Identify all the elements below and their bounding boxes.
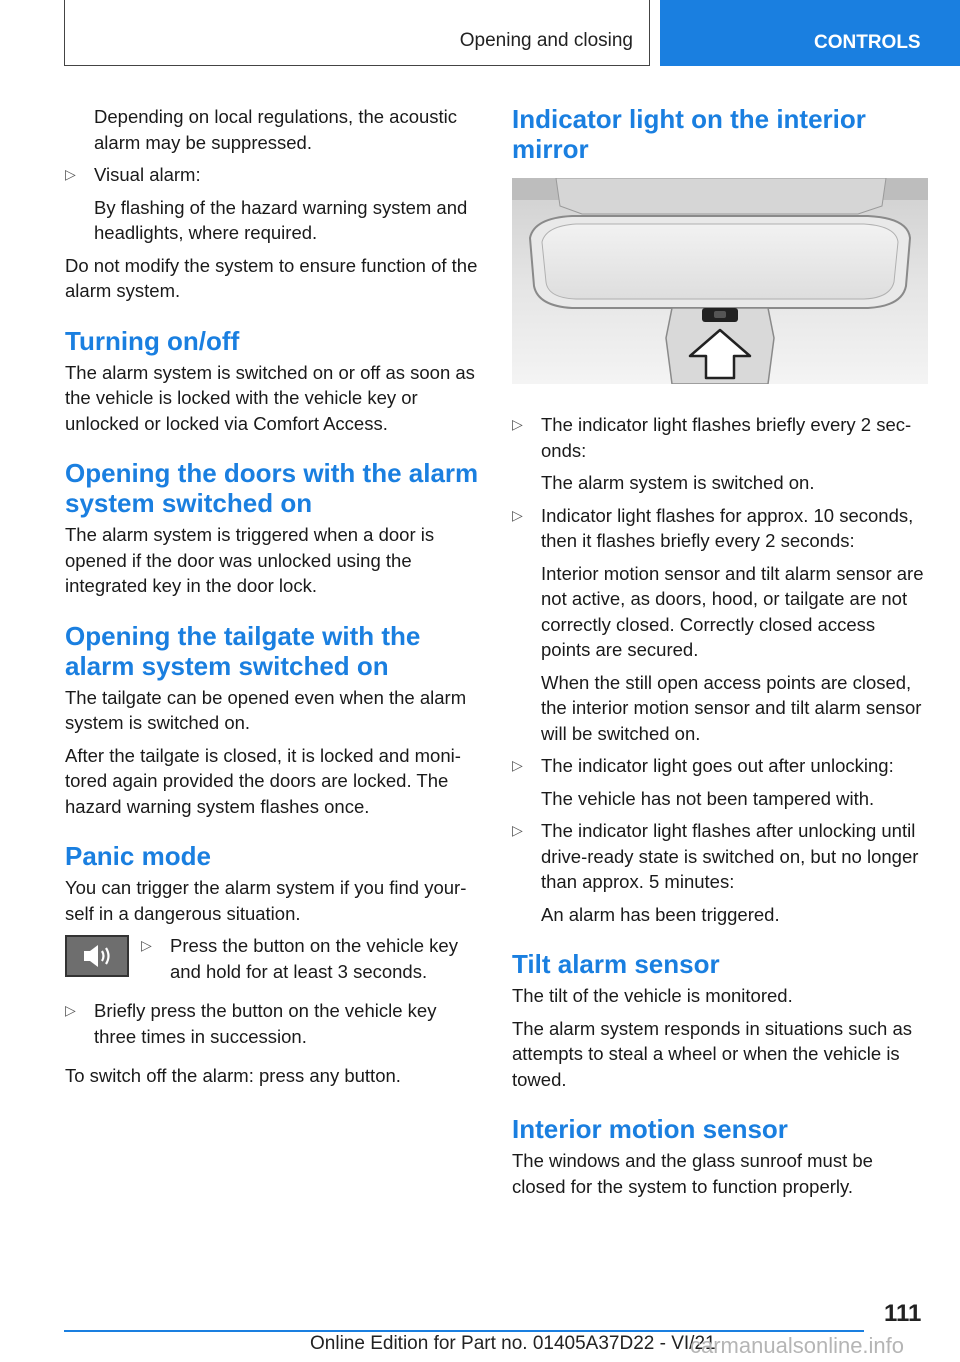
panic-key-list bbox=[141, 933, 481, 991]
interior-mirror-illustration bbox=[512, 178, 928, 384]
indicator-bullet-3-title: The indicator light goes out after unlocking: bbox=[541, 755, 894, 776]
speaker-sound-icon bbox=[65, 935, 129, 977]
heading-indicator-light: Indicator light on the interior mirror bbox=[512, 104, 866, 164]
indicator-bullet-1-desc: The alarm system is switched on. bbox=[541, 472, 815, 493]
triangle-bullet-icon: ▷ bbox=[65, 166, 76, 182]
paragraph-tilt-2: The alarm system responds in situations such as attempts to steal a wheel or when the vehicle is towed. bbox=[512, 1017, 912, 1090]
paragraph-tailgate-1: The tailgate can be opened even when the alarm system is switched on. bbox=[65, 686, 467, 733]
panic-key-row bbox=[65, 933, 481, 991]
paragraph-tailgate-2: After the tailgate is closed, it is locked and monitored again provided the doors are locked. The hazard warning system flashes once. bbox=[65, 744, 461, 817]
triangle-bullet-icon: ▷ bbox=[141, 937, 152, 953]
triangle-bullet-icon: ▷ bbox=[512, 822, 523, 838]
indicator-light-list bbox=[512, 412, 928, 927]
paragraph-do-not-modify: Do not modify the system to ensure function of the alarm system. bbox=[65, 254, 478, 301]
right-column bbox=[512, 104, 928, 1206]
heading-turning-on-off: Turning on/off bbox=[65, 325, 240, 356]
paragraph-switch-off: To switch off the alarm: press any button. bbox=[65, 1065, 401, 1086]
triangle-bullet-icon: ▷ bbox=[512, 757, 523, 773]
panic-press-list bbox=[65, 998, 481, 1049]
list-item bbox=[512, 412, 928, 496]
indicator-bullet-4-title: The indicator light flashes after unlocking until drive-ready state is switched on, but no longer than approx. 5 minutes: bbox=[541, 820, 919, 892]
triangle-bullet-icon: ▷ bbox=[512, 506, 523, 523]
left-column bbox=[65, 104, 481, 1096]
list-item bbox=[65, 998, 481, 1049]
paragraph-suppressed: Depending on local regulations, the acoustic alarm may be suppressed. bbox=[94, 106, 458, 153]
heading-opening-doors: Opening the doors with the alarm system switched on bbox=[65, 458, 479, 518]
list-item bbox=[512, 818, 928, 927]
heading-opening-tailgate: Opening the tailgate with the alarm system switched on bbox=[65, 620, 421, 681]
footer-edition: Online Edition for Part no. 01405A37D22 - VI/21 bbox=[310, 1333, 716, 1354]
paragraph-tilt-1: The tilt of the vehicle is monitored. bbox=[512, 985, 793, 1006]
header-section-box bbox=[64, 0, 650, 66]
indicator-bullet-1-title: The indicator light flashes briefly every 2 seconds: bbox=[541, 414, 912, 461]
heading-interior-motion: Interior motion sensor bbox=[512, 1114, 788, 1144]
indicator-bullet-3-desc: The vehicle has not been tampered with. bbox=[541, 787, 875, 809]
list-item bbox=[512, 503, 928, 747]
paragraph-turning: The alarm system is switched on or off as soon as the vehicle is locked with the vehicle key or unlocked or locked via Comfort Access. bbox=[65, 361, 475, 434]
indicator-bullet-2-desc-2: When the still open access points are closed, the interior motion sensor and tilt alarm sensor will be switched on. bbox=[541, 671, 922, 744]
footer-watermark: carmanualsonline.info bbox=[690, 1333, 905, 1358]
paragraph-panic: You can trigger the alarm system if you find yourself in a dangerous situation. bbox=[65, 877, 467, 924]
header-chapter-tab bbox=[660, 0, 960, 66]
indicator-bullet-2-desc-1: Interior motion sensor and tilt alarm sensor are not active, as doors, hood, or tailgate are not correctly closed. Correctly closed access points are secured. bbox=[541, 562, 924, 660]
heading-panic-mode: Panic mode bbox=[65, 841, 211, 871]
header-section-title: Opening and closing bbox=[459, 30, 633, 51]
list-item bbox=[65, 162, 481, 246]
panic-bullet-hold: Press the button on the vehicle key and hold for at least 3 seconds. bbox=[170, 935, 458, 982]
list-item bbox=[141, 933, 481, 984]
visual-alarm-list bbox=[65, 162, 481, 246]
heading-tilt-alarm: Tilt alarm sensor bbox=[512, 949, 720, 979]
indicator-bullet-4-desc: An alarm has been triggered. bbox=[541, 903, 780, 925]
paragraph-motion: The windows and the glass sunroof must be closed for the system to function properly. bbox=[512, 1150, 873, 1197]
visual-alarm-desc: By flashing of the hazard warning system and headlights, where required. bbox=[94, 196, 468, 243]
list-item bbox=[512, 753, 928, 811]
indicator-bullet-2-title: Indicator light flashes for approx. 10 seconds, then it flashes briefly every 2 seconds: bbox=[541, 504, 914, 551]
header-chapter-label: CONTROLS bbox=[814, 32, 921, 53]
triangle-bullet-icon: ▷ bbox=[512, 416, 523, 432]
panic-bullet-press: Briefly press the button on the vehicle key three times in succession. bbox=[94, 1000, 437, 1047]
triangle-bullet-icon: ▷ bbox=[65, 1002, 76, 1018]
page-number: 111 bbox=[884, 1300, 922, 1327]
footer-rule bbox=[64, 1330, 864, 1332]
paragraph-doors: The alarm system is triggered when a door is opened if the door was unlocked using the integrated key in the door lock. bbox=[65, 524, 435, 596]
visual-alarm-title: Visual alarm: bbox=[94, 164, 201, 185]
